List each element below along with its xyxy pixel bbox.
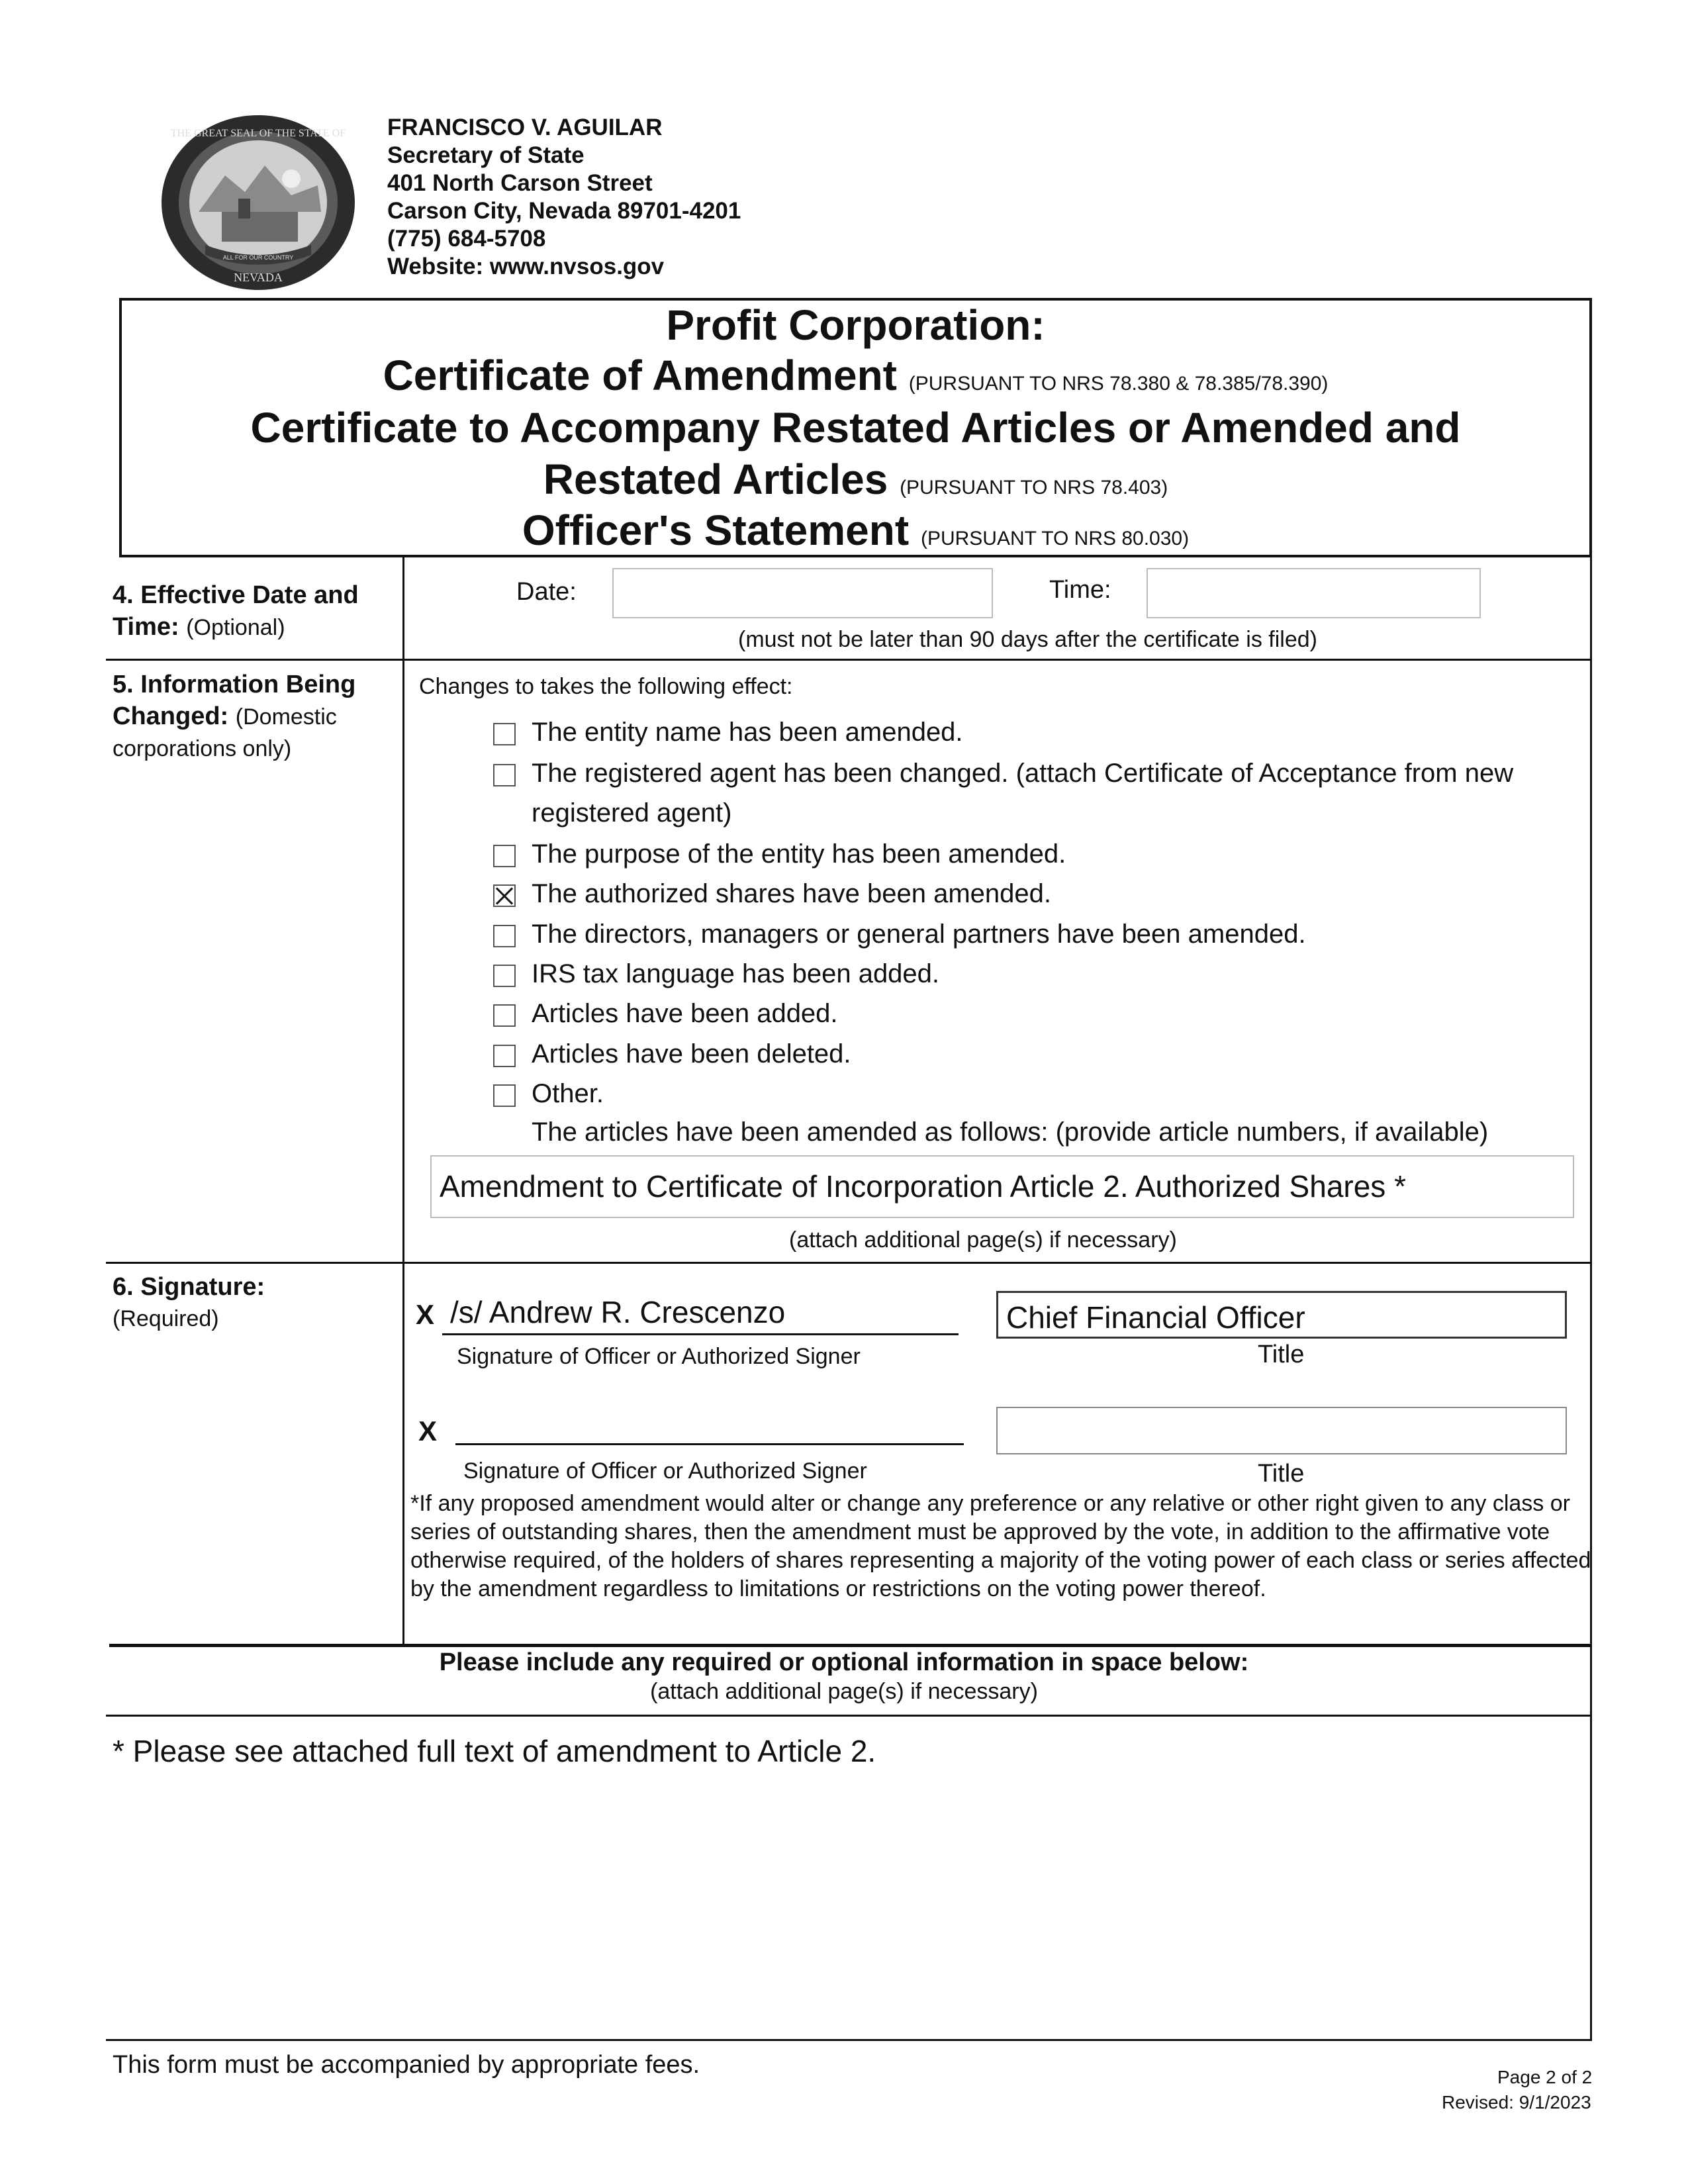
title-1-caption: Title <box>1258 1341 1305 1368</box>
registered-agent-label-cont: registered agent) <box>532 798 732 828</box>
signature-1-caption: Signature of Officer or Authorized Signer <box>457 1344 861 1369</box>
title-line-1: Profit Corporation: <box>666 301 1045 349</box>
authorized-shares-checkbox[interactable] <box>493 884 516 907</box>
changes-intro: Changes to takes the following effect: <box>419 674 793 699</box>
title-1-field[interactable] <box>996 1291 1567 1339</box>
section-5-label: 5. Information Being Changed: (Domestic corporations only) <box>113 671 356 761</box>
nevada-state-seal <box>159 113 357 293</box>
secretary-office: Secretary of State <box>387 142 585 168</box>
title-line-4: Restated Articles (PURSUANT TO NRS 78.403) <box>543 455 1168 503</box>
section-6-label: 6. Signature: (Required) <box>113 1273 265 1331</box>
articles-amended-prompt: The articles have been amended as follows: (provide article numbers, if available) <box>532 1117 1489 1147</box>
signature-1-line <box>442 1333 959 1335</box>
directors-checkbox[interactable] <box>493 925 516 947</box>
secretary-name: FRANCISCO V. AGUILAR <box>387 115 663 140</box>
effective-date-field[interactable] <box>612 568 993 618</box>
sos-address-block <box>387 114 741 281</box>
articles-amendment-field[interactable] <box>430 1155 1574 1218</box>
irs-language-label: IRS tax language has been added. <box>532 959 940 988</box>
registered-agent-checkbox[interactable] <box>493 764 516 786</box>
title-2-field[interactable] <box>996 1407 1567 1454</box>
table-divider-vertical <box>402 557 404 1646</box>
additional-info-heading: Please include any required or optional information in space below: <box>439 1648 1249 1676</box>
section-4-label: 4. Effective Date and Time: (Optional) <box>113 581 359 641</box>
page-number: Page 2 of 2 <box>1497 2067 1593 2087</box>
office-phone: (775) 684-5708 <box>387 226 546 252</box>
signature-x-mark-1: X <box>416 1299 435 1330</box>
fees-notice: This form must be accompanied by appropriate fees. <box>113 2051 700 2079</box>
articles-added-checkbox[interactable] <box>493 1004 516 1027</box>
title-line-2: Certificate of Amendment (PURSUANT TO NRS 78.380 & 78.385/78.390) <box>383 352 1329 399</box>
signature-2-line <box>455 1443 964 1445</box>
additional-info-subheading: (attach additional page(s) if necessary) <box>650 1679 1038 1704</box>
articles-deleted-label: Articles have been deleted. <box>532 1039 851 1068</box>
effective-time-field[interactable] <box>1147 568 1481 618</box>
seal-text-top: THE GREAT SEAL OF THE STATE OF <box>170 128 346 139</box>
time-label: Time: <box>1049 576 1111 604</box>
authorized-shares-label: The authorized shares have been amended. <box>532 879 1051 908</box>
entity-name-checkbox[interactable] <box>493 723 516 745</box>
additional-info-content[interactable]: * Please see attached full text of amendment to Article 2. <box>113 1734 876 1768</box>
seal-motto: ALL FOR OUR COUNTRY <box>222 254 294 261</box>
revision-date: Revised: 9/1/2023 <box>1442 2092 1591 2113</box>
purpose-checkbox[interactable] <box>493 845 516 867</box>
other-checkbox[interactable] <box>493 1084 516 1107</box>
office-city: Carson City, Nevada 89701-4201 <box>387 198 741 224</box>
form-title-box <box>119 298 1592 557</box>
row-divider-additional-header <box>106 1715 1592 1717</box>
signature-x-mark-2: X <box>418 1415 438 1447</box>
articles-added-label: Articles have been added. <box>532 999 838 1028</box>
amendment-vote-footnote: *If any proposed amendment would alter or change any preference or any relative or other right given to any class or series of outstanding shares, then the amendment must be approved by the vote, in addition to the affirmative vote otherwise required, of the holders of shares representing a majority of the voting power of each class or series affected by the amendment regardless to limitations or restrictions on the voting power thereof. <box>410 1491 1591 1601</box>
attach-pages-note: (attach additional page(s) if necessary) <box>789 1227 1177 1253</box>
row-divider-5-6 <box>106 1262 1592 1264</box>
signature-1-value[interactable]: /s/ Andrew R. Crescenzo <box>450 1295 786 1329</box>
row-divider-6-additional <box>109 1644 1592 1647</box>
articles-deleted-checkbox[interactable] <box>493 1045 516 1067</box>
title-1-value: Chief Financial Officer <box>1006 1300 1305 1335</box>
articles-amendment-value: Amendment to Certificate of Incorporation Article 2. Authorized Shares * <box>440 1169 1406 1204</box>
title-line-3: Certificate to Accompany Restated Articles or Amended and <box>250 404 1461 451</box>
office-street: 401 North Carson Street <box>387 170 653 196</box>
signature-2-caption: Signature of Officer or Authorized Signer <box>463 1458 867 1484</box>
row-divider-4-5 <box>106 659 1592 661</box>
seal-text-bottom: NEVADA <box>234 271 283 284</box>
title-2-caption: Title <box>1258 1460 1305 1488</box>
purpose-label: The purpose of the entity has been amended. <box>532 839 1066 869</box>
title-line-5: Officer's Statement (PURSUANT TO NRS 80.030) <box>522 506 1190 554</box>
registered-agent-label: The registered agent has been changed. (attach Certificate of Acceptance from new <box>532 759 1514 788</box>
row-divider-bottom <box>106 2039 1592 2041</box>
other-label: Other. <box>532 1079 604 1108</box>
irs-language-checkbox[interactable] <box>493 965 516 987</box>
table-border-right <box>1590 557 1592 2040</box>
office-website: Website: www.nvsos.gov <box>387 254 665 279</box>
entity-name-label: The entity name has been amended. <box>532 718 963 747</box>
date-label: Date: <box>516 578 577 606</box>
effective-date-note: (must not be later than 90 days after the certificate is filed) <box>738 627 1317 652</box>
directors-label: The directors, managers or general partners have been amended. <box>532 920 1306 949</box>
